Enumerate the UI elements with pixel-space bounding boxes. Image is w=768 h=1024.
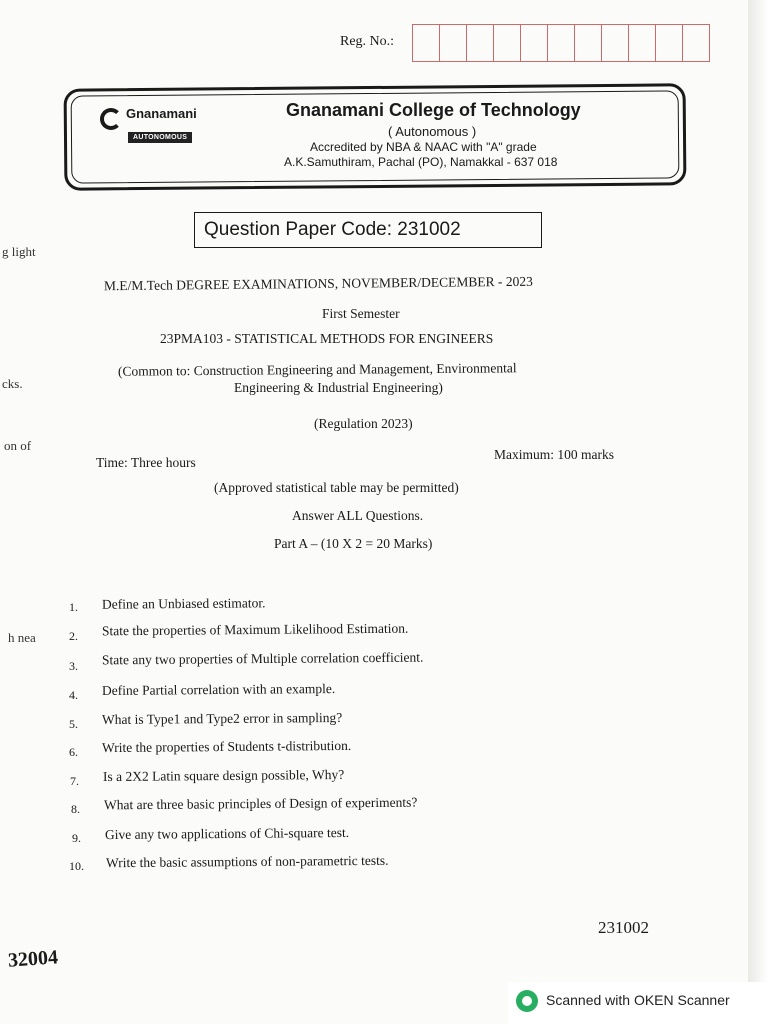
max-marks: Maximum: 100 marks	[494, 447, 614, 462]
question-text: What are three basic principles of Design of experiments?	[103, 794, 418, 813]
logo-g-icon	[100, 108, 122, 130]
question-number: 8.	[71, 802, 80, 816]
common-to-line1: (Common to: Construction Engineering and Management, Environmental	[117, 360, 517, 379]
exam-semester: First Semester	[322, 306, 400, 321]
reg-no-box	[494, 25, 521, 61]
question-text: Is a 2X2 Latin square design possible, Why?	[102, 766, 345, 785]
question-number: 10.	[69, 859, 84, 873]
exam-time: Time: Three hours	[96, 455, 196, 470]
exam-degree: M.E/M.Tech DEGREE EXAMINATIONS, NOVEMBER/DECEMBER - 2023	[103, 273, 533, 294]
college-autonomous: ( Autonomous )	[388, 124, 477, 139]
reg-no-box	[656, 25, 683, 61]
reg-no-box	[440, 25, 467, 61]
part-a-heading: Part A – (10 X 2 = 20 Marks)	[274, 536, 433, 551]
reg-no-label: Reg. No.:	[340, 34, 395, 49]
question-text: Write the basic assumptions of non-parametric tests.	[105, 852, 389, 871]
question-text: Define an Unbiased estimator.	[101, 595, 266, 612]
college-address: A.K.Samuthiram, Pachal (PO), Namakkal - 637 018	[284, 155, 558, 169]
question-number: 6.	[69, 745, 78, 759]
reg-no-box	[629, 25, 656, 61]
reg-no-box	[548, 25, 575, 61]
table-note: (Approved statistical table may be permitted)	[214, 480, 459, 495]
regulation: (Regulation 2023)	[314, 416, 413, 431]
question-paper-code-box	[194, 212, 542, 248]
question-number: 2.	[69, 629, 78, 643]
margin-bleed-text: cks.	[2, 376, 23, 391]
handwritten-number: 32004	[7, 946, 59, 972]
reg-no-box	[575, 25, 602, 61]
question-number: 5.	[69, 717, 78, 731]
margin-bleed-text: h nea	[8, 630, 36, 645]
question-text: State any two properties of Multiple correlation coefficient.	[101, 649, 424, 668]
question-text: Write the properties of Students t-distribution.	[101, 737, 352, 756]
question-text: State the properties of Maximum Likelihood Estimation.	[101, 620, 409, 639]
footer-paper-code: 231002	[598, 918, 649, 937]
reg-no-box	[521, 25, 548, 61]
logo-autonomous-badge: AUTONOMOUS	[128, 132, 192, 143]
margin-bleed-text: on of	[4, 438, 32, 453]
college-logo	[100, 104, 212, 154]
logo-name: Gnanamani	[126, 106, 197, 121]
reg-no-box	[413, 25, 440, 61]
reg-no-boxes	[412, 24, 710, 62]
common-to-line2: Engineering & Industrial Engineering)	[234, 380, 443, 395]
college-accreditation: Accredited by NBA & NAAC with "A" grade	[310, 140, 537, 154]
reg-no-box	[467, 25, 494, 61]
question-number: 7.	[70, 774, 79, 788]
reg-no-box	[602, 25, 629, 61]
course-title: 23PMA103 - STATISTICAL METHODS FOR ENGINEERS	[160, 331, 494, 346]
paper-edge	[748, 0, 768, 1024]
margin-bleed-text: g light	[2, 244, 36, 259]
question-text: What is Type1 and Type2 error in sampling?	[101, 709, 343, 728]
question-text: Give any two applications of Chi-square test.	[104, 824, 350, 843]
instruction: Answer ALL Questions.	[292, 508, 424, 523]
question-number: 1.	[69, 600, 78, 614]
question-text: Define Partial correlation with an example.	[101, 680, 336, 699]
scanner-logo-icon	[516, 990, 538, 1012]
question-paper-code: Question Paper Code: 231002	[204, 219, 461, 240]
question-number: 9.	[72, 831, 81, 845]
scanner-watermark-text: Scanned with OKEN Scanner	[546, 992, 730, 1008]
college-name: Gnanamani College of Technology	[286, 100, 581, 120]
question-number: 4.	[69, 688, 78, 702]
reg-no-box	[683, 25, 709, 61]
question-number: 3.	[69, 659, 78, 673]
